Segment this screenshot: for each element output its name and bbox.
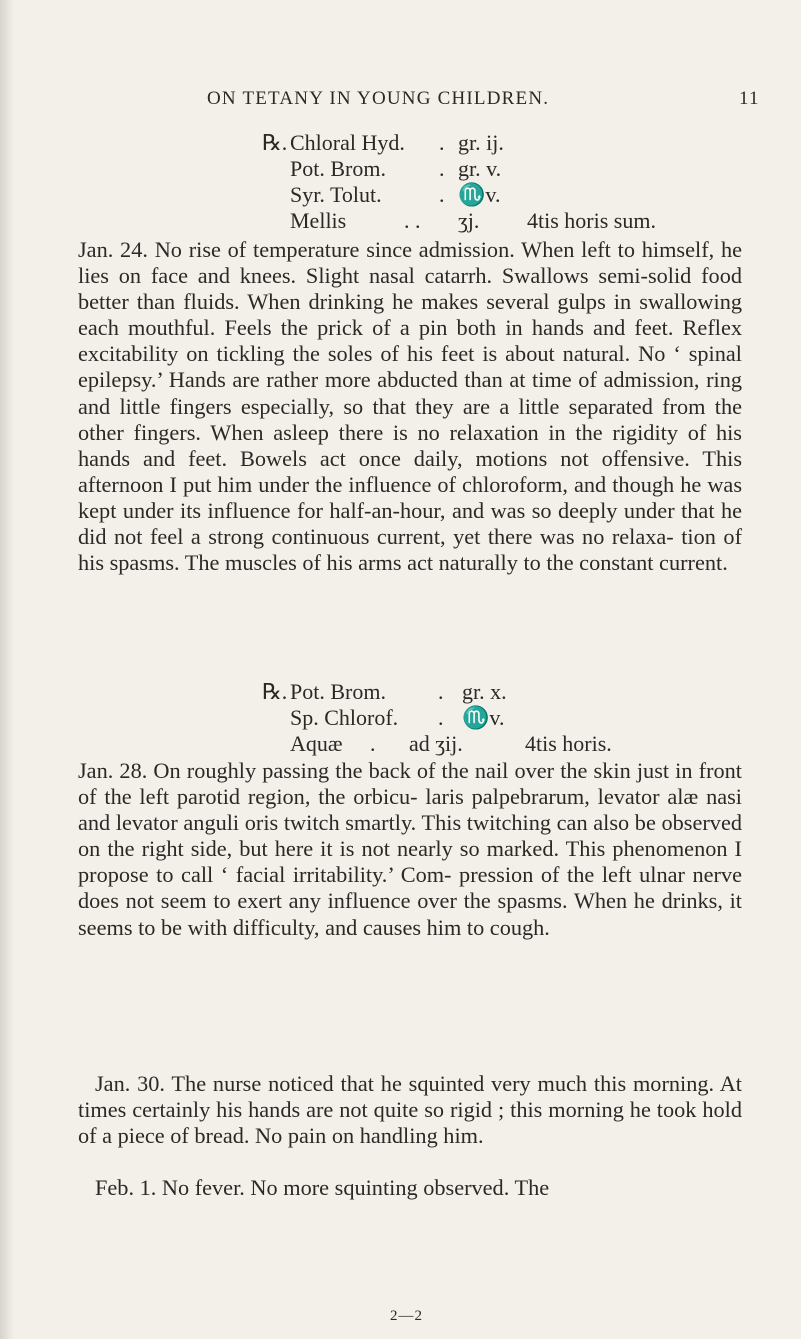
prescription-row xyxy=(262,705,762,731)
page-number: 11 xyxy=(739,88,760,109)
leader-dots: . . xyxy=(404,208,421,233)
paragraph-jan-28: Jan. 28. On roughly passing the back of the nail over the skin just in front of the left parotid region, the orbicu- laris palpebrarum, levator alæ nasi and levator anguli oris twitch smartly. This twitching can also be observed on the right side, but here it is not nearly so marked. This phenomenon I propose to call ‘ facial irritability.’ Com- pression of the left ulnar nerve does not seem to exert any influence over the spasms. When he drinks, it seems to be with difficulty, and causes him to cough. xyxy=(78,758,742,940)
dose: gr. x. xyxy=(462,679,507,704)
drug-name: Sp. Chlorof. xyxy=(290,705,399,730)
prescription-row xyxy=(262,182,762,208)
drug-name: Aquæ xyxy=(290,731,343,756)
paragraph-jan-24: Jan. 24. No rise of temperature since admission. When left to himself, he lies on face and knees. Slight nasal catarrh. Swallows semi-solid food better than fluids. When drinking he makes several gulps in swallowing each mouthful. Feels the prick of a pin both in hands and feet. Reflex excitability on tickling the soles of his feet is about natural. No ‘ spinal epilepsy.’ Hands are rather more abducted than at time of admission, ring and little fingers especially, so that they are a little separated from the other fingers. When asleep there is no relaxation in the rigidity of his hands and feet. Bowels act once daily, motions not offensive. This afternoon I put him under the influence of chloroform, and though he was kept under its influence for half-an-hour, and was so deeply under that he did not feel a strong continuous current, yet there was no relaxa- tion of his spasms. The muscles of his arms act naturally to the constant current. xyxy=(78,237,742,576)
leader-dots: . xyxy=(439,156,445,181)
dosing-instruction: 4tis horis. xyxy=(525,731,612,756)
leader-dots: . xyxy=(439,182,445,207)
running-head-title: ON TETANY IN YOUNG CHILDREN. xyxy=(207,88,550,109)
dosing-instruction: 4tis horis sum. xyxy=(527,208,656,233)
prescription-row xyxy=(262,731,762,757)
paragraph-jan-30: Jan. 30. The nurse noticed that he squinted very much this morning. At times certainly his hands are not quite so rigid ; this morning he took hold of a piece of bread. No pain on handling him. xyxy=(78,1071,742,1149)
recipe-symbol: ℞. xyxy=(262,679,288,704)
drug-name: Chloral Hyd. xyxy=(290,130,405,155)
prescription-row xyxy=(262,208,762,234)
dose: gr. v. xyxy=(458,156,502,181)
leader-dots: . xyxy=(438,679,444,704)
signature-text: 2—2 xyxy=(390,1308,423,1324)
recipe-symbol: ℞. xyxy=(262,130,288,155)
leader-dots: . xyxy=(370,731,376,756)
dose: ad ʒij. xyxy=(409,731,463,756)
drug-name: Pot. Brom. xyxy=(290,156,386,181)
prescription-row xyxy=(262,156,762,182)
drug-name: Pot. Brom. xyxy=(290,679,386,704)
dose: gr. ij. xyxy=(458,130,504,155)
prescription-2 xyxy=(262,679,762,757)
drug-name: Syr. Tolut. xyxy=(290,182,382,207)
prescription-row xyxy=(262,679,762,705)
leader-dots: . xyxy=(439,130,445,155)
dose: ♏v. xyxy=(458,182,501,207)
running-head xyxy=(0,88,801,116)
leader-dots: . xyxy=(438,705,444,730)
drug-name: Mellis xyxy=(290,208,347,233)
prescription-1 xyxy=(262,130,762,234)
paragraph-feb-1: Feb. 1. No fever. No more squinting observed. The xyxy=(95,1175,550,1200)
dose: ♏v. xyxy=(462,705,505,730)
prescription-row xyxy=(262,130,762,156)
page-gutter-shadow xyxy=(0,0,14,1339)
dose: ʒj. xyxy=(458,208,480,233)
